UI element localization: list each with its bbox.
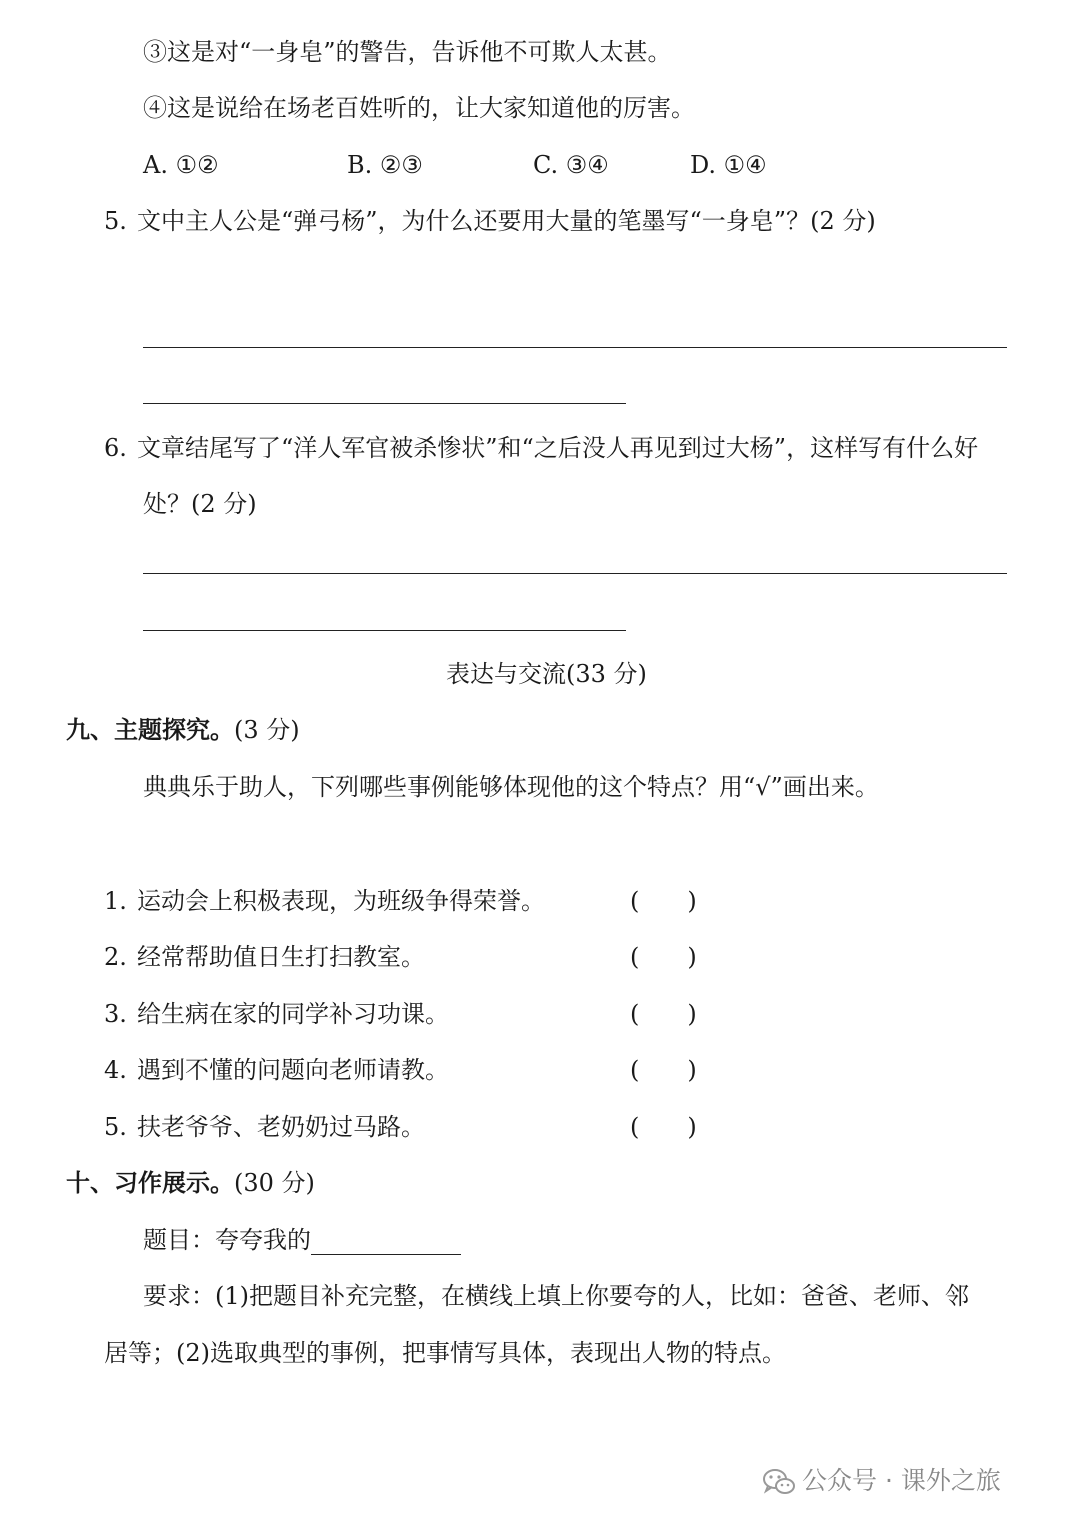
essay-requirement-line-2: 居等；(2)选取典型的事例，把事情写具体，表现出人物的特点。 xyxy=(104,1339,786,1367)
q5-answer-line-2[interactable] xyxy=(143,403,626,404)
essay-requirement-line-1: 要求：(1)把题目补充完整，在横线上填上你要夸的人，比如：爸爸、老师、邻 xyxy=(143,1282,969,1310)
s9-item-answer-box[interactable]: ( ) xyxy=(630,887,697,915)
section-9-title: 九、主题探究。 xyxy=(66,716,234,744)
q5-answer-line-1[interactable] xyxy=(143,347,1007,348)
choice-value: ①② xyxy=(175,151,219,179)
s9-item-answer-box[interactable]: ( ) xyxy=(630,943,697,971)
watermark xyxy=(762,1464,1001,1498)
choice-value: ③④ xyxy=(565,151,609,179)
s9-item-number: 1. xyxy=(104,887,127,915)
s9-item-number: 2. xyxy=(104,943,127,971)
q6-text-line-2: 处？(2 分) xyxy=(143,490,257,518)
q6-answer-line-1[interactable] xyxy=(143,573,1007,574)
essay-topic-blank[interactable] xyxy=(311,1230,461,1255)
q4-choice-c xyxy=(533,150,609,180)
q6-answer-line-2[interactable] xyxy=(143,630,626,631)
s9-item-answer-box[interactable]: ( ) xyxy=(630,1000,697,1028)
s9-item-answer-box[interactable]: ( ) xyxy=(630,1056,697,1084)
choice-letter: B. xyxy=(347,151,373,179)
section-9-heading xyxy=(66,715,300,745)
section-10-score: (30 分) xyxy=(234,1169,315,1197)
s9-item-answer-box[interactable]: ( ) xyxy=(630,1113,697,1141)
q6-text-line-1: 文章结尾写了“洋人军官被杀惨状”和“之后没人再见到过大杨”，这样写有什么好 xyxy=(137,434,979,462)
choice-letter: C. xyxy=(533,151,559,179)
choice-letter: A. xyxy=(143,151,168,179)
wechat-icon xyxy=(762,1467,796,1497)
essay-topic xyxy=(143,1225,461,1255)
q4-choice-a xyxy=(143,150,219,180)
q4-choice-d xyxy=(690,150,767,180)
choice-value: ①④ xyxy=(723,151,767,179)
q4-choice-b xyxy=(347,150,423,180)
q5-number: 5. xyxy=(104,207,127,235)
s9-item-number: 5. xyxy=(104,1113,127,1141)
q5-text: 文中主人公是“弹弓杨”，为什么还要用大量的笔墨写“一身皂”？(2 分) xyxy=(137,207,876,235)
q4-option-3: ③这是对“一身皂”的警告，告诉他不可欺人太甚。 xyxy=(143,38,672,66)
s9-item-number: 4. xyxy=(104,1056,127,1084)
s9-item-number: 3. xyxy=(104,1000,127,1028)
section-9-score: (3 分) xyxy=(234,716,300,744)
section-9-prompt: 典典乐于助人，下列哪些事例能够体现他的这个特点？用“√”画出来。 xyxy=(143,773,879,801)
q4-option-4: ④这是说给在场老百姓听的，让大家知道他的厉害。 xyxy=(143,94,695,122)
choice-value: ②③ xyxy=(379,151,423,179)
section-10-title: 十、习作展示。 xyxy=(66,1169,234,1197)
q6-number: 6. xyxy=(104,434,127,462)
choice-letter: D. xyxy=(690,151,717,179)
s9-item-text: 扶老爷爷、老奶奶过马路。 xyxy=(137,1113,425,1141)
s9-item-text: 遇到不懂的问题向老师请教。 xyxy=(137,1056,449,1084)
watermark-text: 公众号 · 课外之旅 xyxy=(802,1466,1001,1495)
s9-item-text: 给生病在家的同学补习功课。 xyxy=(137,1000,449,1028)
essay-topic-label: 题目：夸夸我的 xyxy=(143,1226,311,1254)
section-10-heading xyxy=(66,1168,315,1198)
section-title: 表达与交流(33 分) xyxy=(446,660,647,688)
s9-item-text: 经常帮助值日生打扫教室。 xyxy=(137,943,425,971)
s9-item-text: 运动会上积极表现，为班级争得荣誉。 xyxy=(137,887,545,915)
